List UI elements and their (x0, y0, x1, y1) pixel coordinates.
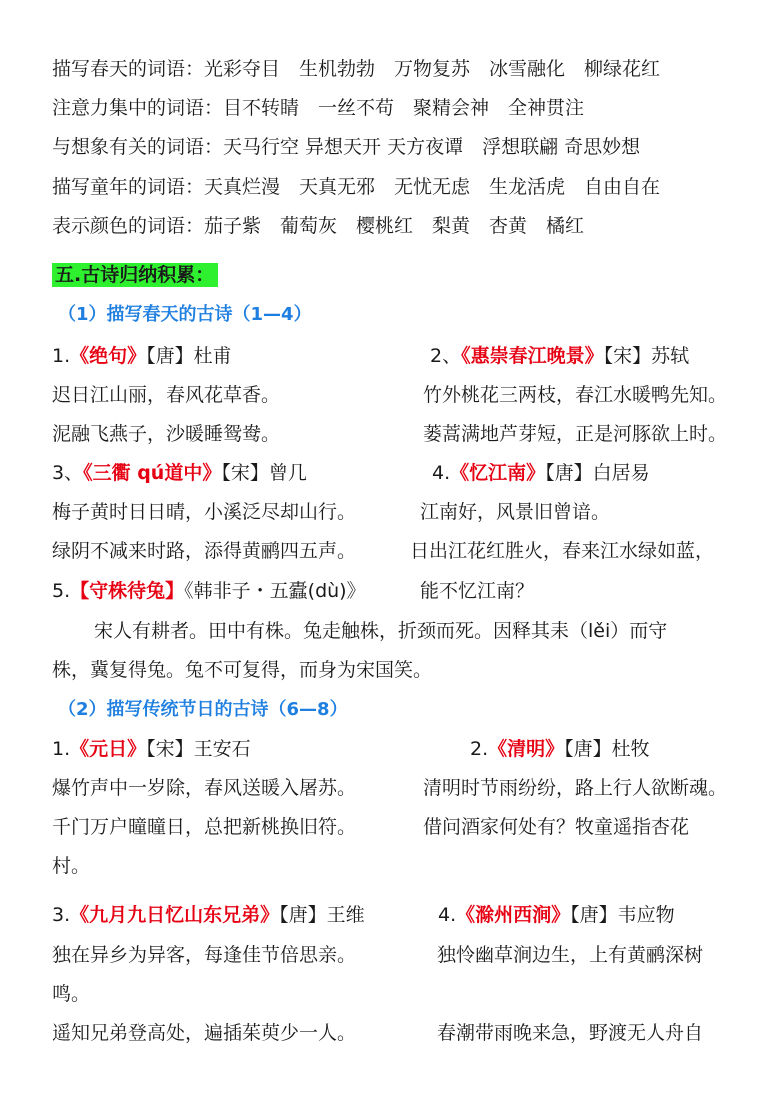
poem-meta: 【唐】王维 (279, 904, 365, 926)
poem-title: 《忆江南》 (450, 462, 546, 484)
poem-line: 梅子黄时日日晴，小溪泛尽却山行。 (52, 501, 357, 523)
vocab-spring (52, 56, 660, 82)
vocab-label: 表示颜色的词语： (52, 215, 205, 237)
poem-line: 春潮带雨晚来急，野渡无人舟自 (437, 1022, 704, 1044)
poem-meta: 【唐】杜甫 (146, 345, 232, 367)
poem-line: 绿阴不减来时路，添得黄鹂四五声。 (52, 540, 357, 562)
poem-title: 《清明》 (488, 738, 565, 760)
poem-number: 1. (52, 738, 71, 760)
poem-line: 独怜幽草涧边生，上有黄鹂深树 (437, 944, 704, 966)
poem-meta: 【宋】王安石 (146, 738, 251, 760)
poem-title: 《滁州西涧》 (456, 904, 571, 926)
poem-title: 《三衢 qú道中》 (83, 462, 222, 484)
story-number: 5. (52, 580, 71, 602)
story-line: 株，冀复得兔。兔不可复得，而身为宋国笑。 (52, 659, 433, 681)
story-title-line (52, 578, 366, 604)
poem-title: 《绝句》 (70, 345, 147, 367)
section-heading (52, 262, 218, 288)
poem-line: 清明时节雨纷纷，路上行人欲断魂。 (423, 777, 728, 799)
story-title: 【守株待兔】 (70, 580, 185, 602)
poem-line: 泥融飞燕子，沙暖睡鸳鸯。 (52, 423, 281, 445)
poem-line: 独在异乡为异客，每逢佳节倍思亲。 (52, 944, 357, 966)
poem-meta: 【唐】杜牧 (564, 738, 650, 760)
poem-line: 遥知兄弟登高处，遍插茱萸少一人。 (52, 1022, 357, 1044)
story-line: 宋人有耕者。田中有株。兔走触株，折颈而死。因释其耒（lěi）而守 (94, 620, 668, 642)
poem-number: 4. (432, 462, 451, 484)
vocab-label: 描写童年的词语： (52, 176, 205, 198)
poem-title-line (52, 736, 251, 762)
vocab-words: 茄子紫 葡萄灰 樱桃红 梨黄 杏黄 橘红 (204, 215, 585, 237)
poem-number: 2. (470, 738, 489, 760)
poem-line: 鸣。 (52, 983, 91, 1005)
poem-title: 《惠崇春江晚景》 (461, 345, 604, 367)
poem-meta: 【唐】白居易 (545, 462, 650, 484)
poem-meta: 【宋】苏轼 (603, 345, 690, 367)
poem-line: 迟日江山丽，春风花草香。 (52, 384, 281, 406)
poem-title: 《元日》 (70, 738, 147, 760)
poem-title-line (470, 736, 650, 762)
poem-number: 3、 (52, 462, 84, 484)
poem-line: 江南好，风景旧曾谙。 (420, 501, 611, 523)
poem-title-line (432, 460, 650, 486)
poem-title-line (52, 343, 232, 369)
poem-line: 能不忆江南？ (420, 580, 535, 602)
vocab-words: 目不转睛 一丝不苟 聚精会神 全神贯注 (223, 97, 585, 119)
vocab-colors (52, 213, 584, 239)
poem-line: 日出江花红胜火，春来江水绿如蓝， (410, 540, 715, 562)
poem-number: 2、 (430, 345, 462, 367)
poem-title-line (52, 902, 365, 928)
vocab-label: 与想象有关的词语： (52, 136, 224, 158)
poem-line: 竹外桃花三两枝，春江水暖鸭先知。 (423, 384, 728, 406)
vocab-imagination (52, 134, 640, 160)
story-source: 《韩非子・五蠹(dù)》 (184, 580, 366, 602)
vocab-childhood (52, 174, 660, 200)
vocab-words: 天马行空 异想天开 天方夜谭 浮想联翩 奇思妙想 (223, 136, 641, 158)
vocab-words: 光彩夺目 生机勃勃 万物复苏 冰雪融化 柳绿花红 (204, 58, 661, 80)
poem-line: 蒌蒿满地芦芽短，正是河豚欲上时。 (423, 423, 728, 445)
section-title: 五.古诗归纳积累： (52, 263, 218, 287)
poem-number: 4. (438, 904, 457, 926)
poem-meta: 【唐】韦应物 (570, 904, 675, 926)
subsection-title-spring: （1）描写春天的古诗（1—4） (58, 304, 312, 325)
poem-number: 1. (52, 345, 71, 367)
poem-title-line (52, 460, 307, 486)
poem-title-line (438, 902, 675, 928)
poem-line: 爆竹声中一岁除，春风送暖入屠苏。 (52, 777, 357, 799)
poem-line: 千门万户曈曈日，总把新桃换旧符。 (52, 816, 357, 838)
vocab-words: 天真烂漫 天真无邪 无忧无虑 生龙活虎 自由自在 (204, 176, 661, 198)
poem-line: 借问酒家何处有？牧童遥指杏花 (423, 816, 690, 838)
poem-meta: 【宋】曾几 (221, 462, 307, 484)
vocab-label: 描写春天的词语： (52, 58, 205, 80)
vocab-focus (52, 95, 584, 121)
poem-title: 《九月九日忆山东兄弟》 (70, 904, 280, 926)
poem-title-line (430, 343, 689, 369)
poem-number: 3. (52, 904, 71, 926)
vocab-label: 注意力集中的词语： (52, 97, 224, 119)
poem-line: 村。 (52, 855, 91, 877)
subsection-title-festival: （2）描写传统节日的古诗（6—8） (58, 699, 348, 720)
